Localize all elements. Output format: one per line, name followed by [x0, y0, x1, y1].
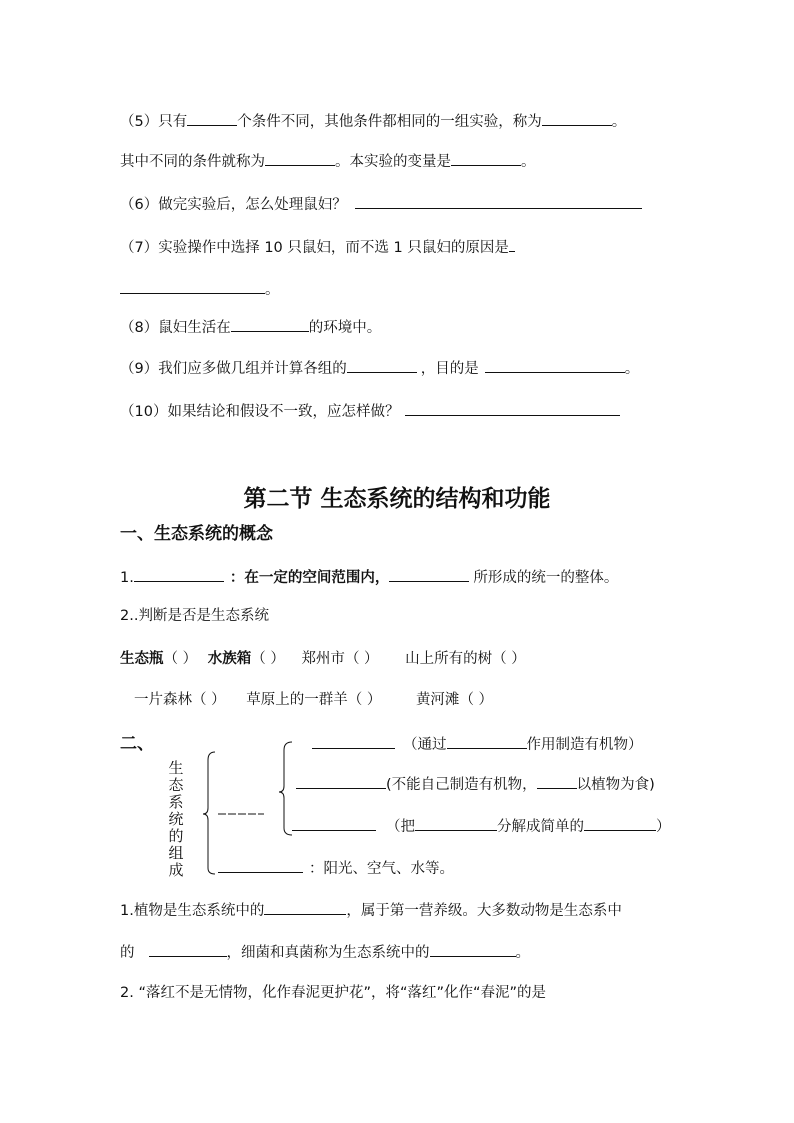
- judge-item-paren[interactable]: （ ）: [492, 651, 526, 667]
- q9-text-a: （9）我们应多做几组并计算各组的: [120, 361, 347, 377]
- q9-text-c: 。: [624, 361, 640, 377]
- section-title: 第二节 生态系统的结构和功能: [243, 486, 551, 512]
- judge-item-label: 水族箱: [207, 651, 252, 667]
- judge-item-label: 草原上的一群羊: [246, 692, 348, 708]
- judge-item-paren[interactable]: （ ）: [163, 651, 198, 667]
- judge-item-paren[interactable]: （ ）: [347, 692, 382, 708]
- comp-r3-text-b: 分解成简单的: [497, 819, 584, 835]
- heading-concept: 一、生态系统的概念: [120, 524, 273, 544]
- judge-item-paren[interactable]: （ ）: [459, 692, 494, 708]
- q8-text-a: （8）鼠妇生活在: [120, 320, 231, 336]
- judge-item-label: 山上所有的树: [405, 651, 493, 667]
- comp-r1-text-b: 作用制造有机物）: [526, 737, 643, 753]
- vertical-char: 组: [168, 844, 184, 862]
- comp-row-producer: [312, 733, 643, 755]
- comp-blank-process[interactable]: [447, 733, 527, 749]
- comp-r2-text-b: 以植物为食): [576, 777, 655, 793]
- inner-brace: [279, 742, 292, 835]
- heading-composition: 二、: [120, 734, 154, 754]
- comp-blank-producer[interactable]: [312, 733, 395, 749]
- comp-r1-text-a: （通过: [403, 737, 447, 753]
- judge-item-paren[interactable]: （ ）: [192, 692, 226, 708]
- p1-text-a: 1.植物是生态系统中的: [120, 903, 265, 919]
- q5-text-b: 个条件不同，其他条件都相同的一组实验，称为: [237, 114, 542, 130]
- comp-r4-text: ：阳光、空气、水等。: [309, 861, 454, 877]
- comp-blank-consumer[interactable]: [296, 773, 386, 789]
- q8-text-b: 的环境中。: [308, 320, 382, 336]
- comp-blank-decomposer[interactable]: [292, 815, 376, 831]
- p1-text-b: ，属于第一营养级。大多数动物是生态系中: [346, 903, 622, 919]
- comp-r2-text-a: (不能自己制造有机物，: [386, 777, 537, 793]
- p1b-blank-2[interactable]: [430, 941, 516, 957]
- p1b-text-a: 的: [120, 945, 135, 961]
- q5b-text-b: 。本实验的变量是: [335, 154, 451, 170]
- vertical-char: 系: [168, 793, 184, 811]
- comp-r3-text-c: ）: [656, 819, 671, 835]
- judge-item-paren[interactable]: （ ）: [251, 651, 285, 667]
- vertical-char: 成: [168, 861, 184, 879]
- comp-blank-food[interactable]: [537, 773, 577, 789]
- q7-end: 。: [265, 282, 280, 298]
- comp-row-consumer: [296, 773, 655, 795]
- vertical-char: 的: [168, 827, 184, 845]
- q5-text-c: 。: [611, 114, 627, 130]
- comp-blank-simple[interactable]: [584, 815, 656, 831]
- q7-text: （7）实验操作中选择 10 只鼠妇，而不选 1 只鼠妇的原因是: [120, 240, 509, 256]
- q5b-text-c: 。: [521, 154, 536, 170]
- q5-text-a: （5）只有: [120, 114, 188, 130]
- p1b-text-b: ，细菌和真菌称为生态系统中的: [226, 945, 430, 961]
- comp-r3-text-a: （把: [386, 819, 415, 835]
- q5b-text-a: 其中不同的条件就称为: [120, 154, 265, 170]
- outer-brace: [203, 752, 215, 874]
- comp-blank-matter[interactable]: [415, 815, 497, 831]
- comp-row-decomposer: [292, 815, 671, 837]
- q6-text: （6）做完实验后，怎么处理鼠妇？: [120, 197, 347, 213]
- def-text-c: 所形成的统一的整体。: [473, 570, 619, 586]
- comp-blank-abiotic[interactable]: [218, 857, 303, 873]
- p1b-blank-1[interactable]: [149, 941, 227, 957]
- comp-row-abiotic: [218, 857, 454, 879]
- def-text-a: 1.: [120, 570, 134, 586]
- vertical-char: 生: [168, 759, 184, 777]
- p1b-text-c: 。: [515, 945, 530, 961]
- p2-line: 2. “落红不是无情物，化作春泥更护花”，将“落红”化作“春泥”的是: [120, 985, 547, 1001]
- judge-title: 2..判断是否是生态系统: [120, 608, 269, 624]
- vertical-char: 态: [168, 776, 184, 794]
- judge-item-label: 生态瓶: [120, 651, 164, 667]
- q10-text: （10）如果结论和假设不一致，应怎样做？: [120, 404, 400, 420]
- def-text-b: ：在一定的空间范围内，: [229, 570, 390, 586]
- judge-item-label: 黄河滩: [415, 692, 460, 708]
- judge-item-label: 郑州市: [301, 651, 345, 667]
- judge-item-paren[interactable]: （ ）: [344, 651, 379, 667]
- judge-item-label: 一片森林: [134, 692, 192, 708]
- p1-line: [120, 899, 622, 921]
- p1-blank-1[interactable]: [264, 899, 346, 915]
- vertical-char: 统: [168, 810, 184, 828]
- p1b-line: [120, 941, 530, 963]
- q9-text-b: ，目的是: [420, 361, 479, 377]
